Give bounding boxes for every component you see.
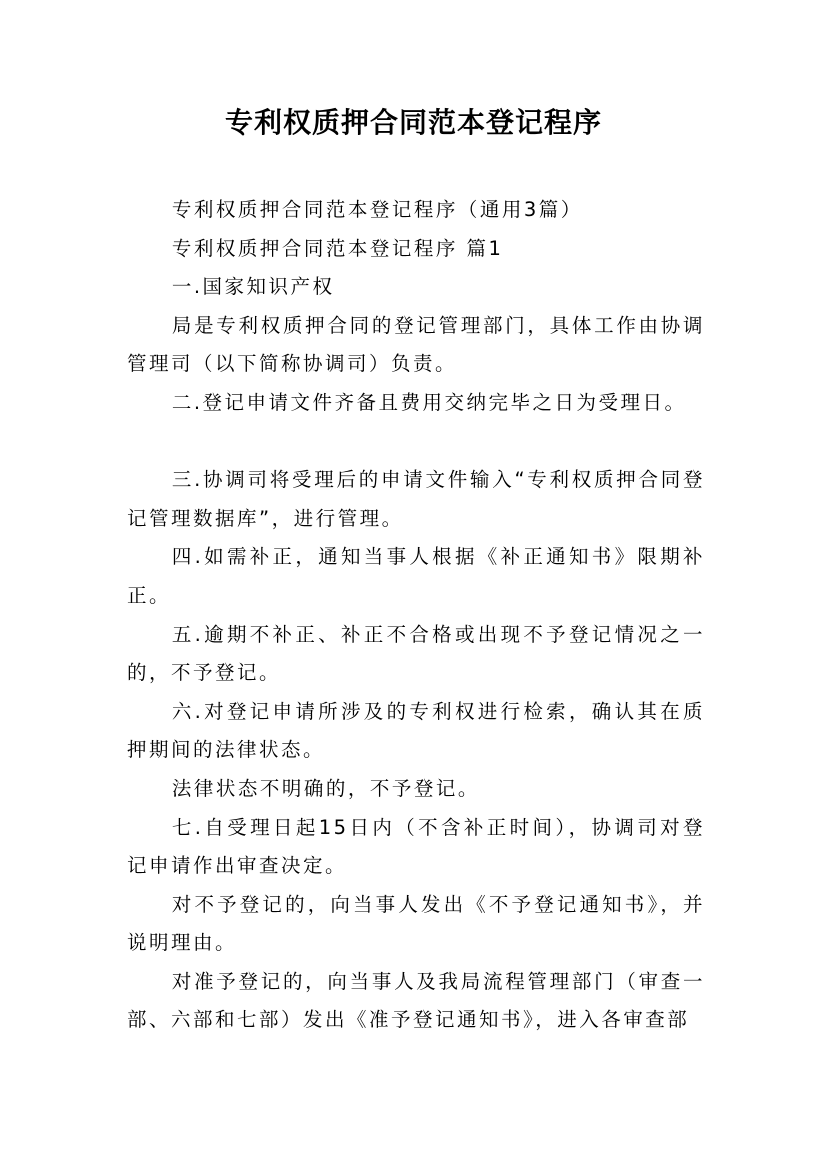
- paragraph-item-6: 六.对登记申请所涉及的专利权进行检索，确认其在质押期间的法律状态。: [127, 699, 705, 762]
- paragraph-item-6-note: 法律状态不明确的，不予登记。: [171, 776, 480, 800]
- paragraph-item-3: 三.协调司将受理后的申请文件输入“专利权质押合同登记管理数据库”，进行管理。: [127, 468, 705, 530]
- document-body: [127, 191, 705, 1040]
- paragraph-item-7-reject: 对不予登记的，向当事人发出《不予登记通知书》，并说明理由。: [127, 892, 705, 955]
- blank-line: [127, 423, 705, 462]
- paragraph-item-7-approve: 对准予登记的，向当事人及我局流程管理部门（审查一部、六部和七部）发出《准予登记通知书》，进入各审查部: [127, 969, 705, 1032]
- paragraph-item-5: 五.逾期不补正、补正不合格或出现不予登记情况之一的，不予登记。: [127, 622, 705, 685]
- document-title: 专利权质押合同范本登记程序: [224, 106, 602, 139]
- paragraph-item-1: 一.国家知识产权: [171, 275, 335, 299]
- paragraph-subtitle: 专利权质押合同范本登记程序（通用3篇）: [171, 198, 583, 221]
- paragraph-item-7: 七.自受理日起15日内（不含补正时间），协调司对登记申请作出审查决定。: [127, 815, 705, 878]
- paragraph-item-2: 二.登记申请文件齐备且费用交纳完毕之日为受理日。: [171, 390, 687, 414]
- paragraph-item-4: 四.如需补正，通知当事人根据《补正通知书》限期补正。: [127, 545, 705, 607]
- paragraph-item-1-cont: 局是专利权质押合同的登记管理部门，具体工作由协调管理司（以下简称协调司）负责。: [127, 313, 705, 376]
- paragraph-section-heading: 专利权质押合同范本登记程序 篇1: [171, 236, 504, 260]
